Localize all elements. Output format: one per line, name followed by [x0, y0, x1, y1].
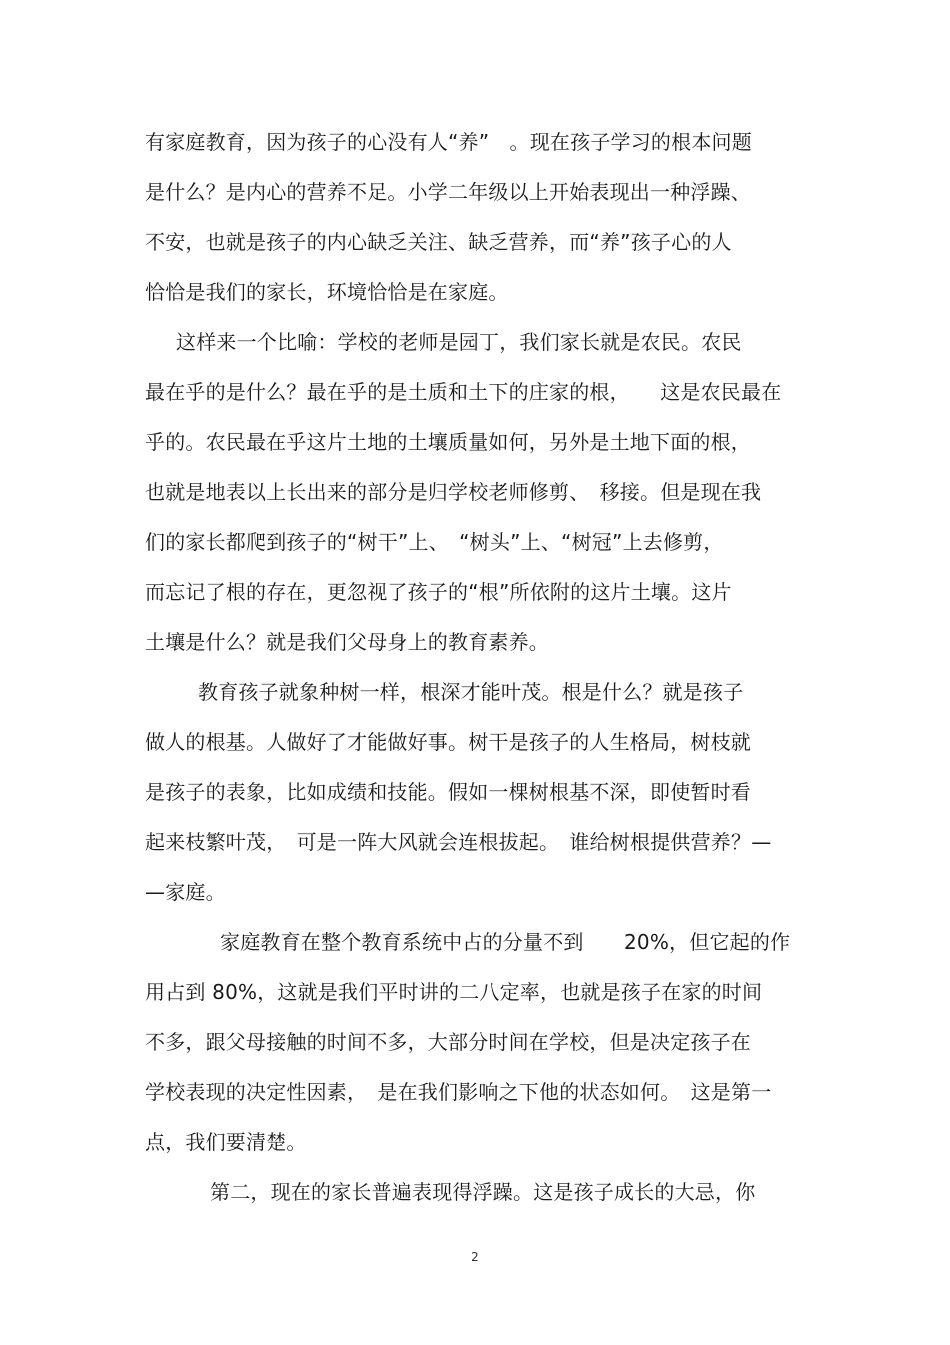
- text-line: 而忘记了根的存在，更忽视了孩子的“根”所依附的这片土壤。这片: [145, 580, 732, 604]
- text-line: 教育孩子就象种树一样，根深才能叶茂。根是什么？就是孩子: [198, 680, 744, 704]
- text-line: 家庭教育在整个教育系统中占的分量不到 20%，但它起的作: [220, 930, 791, 954]
- text-line: 不多，跟父母接触的时间不多，大部分时间在学校，但是决定孩子在: [145, 1030, 751, 1054]
- text-line: 也就是地表以上长出来的部分是归学校老师修剪、 移接。但是现在我: [145, 480, 762, 504]
- page-number: 2: [471, 1250, 479, 1264]
- text-line: 乎的。农民最在乎这片土地的土壤质量如何，另外是土地下面的根，: [145, 430, 751, 454]
- text-line: 点，我们要清楚。: [145, 1130, 307, 1154]
- text-line: 这样来一个比喻：学校的老师是园丁，我们家长就是农民。农民: [176, 330, 742, 354]
- text-line: 学校表现的决定性因素， 是在我们影响之下他的状态如何。 这是第一: [145, 1080, 772, 1104]
- text-line: 是孩子的表象，比如成绩和技能。假如一棵树根基不深，即使暂时看: [145, 780, 751, 804]
- text-line: 最在乎的是什么？最在乎的是土质和土下的庄家的根， 这是农民最在: [145, 380, 782, 404]
- text-line: 恰恰是我们的家长，环境恰恰是在家庭。: [145, 280, 509, 304]
- text-line: 用占到 80%，这就是我们平时讲的二八定率，也就是孩子在家的时间: [145, 980, 763, 1004]
- text-line: 第二，现在的家长普遍表现得浮躁。这是孩子成长的大忌，你: [210, 1180, 756, 1204]
- text-line: 是什么？是内心的营养不足。小学二年级以上开始表现出一种浮躁、: [145, 180, 751, 204]
- text-line: 起来枝繁叶茂， 可是一阵大风就会连根拔起。 谁给树根提供营养？—: [145, 830, 772, 854]
- text-line: 有家庭教育，因为孩子的心没有人“养” 。现在孩子学习的根本问题: [145, 130, 752, 154]
- text-line: 做人的根基。人做好了才能做好事。树干是孩子的人生格局，树枝就: [145, 730, 751, 754]
- text-line: 土壤是什么？就是我们父母身上的教育素养。: [145, 630, 549, 654]
- text-line: —家庭。: [145, 880, 226, 904]
- text-line: 们的家长都爬到孩子的“树干”上、 “树头”上、“树冠”上去修剪，: [145, 530, 724, 554]
- text-line: 不安，也就是孩子的内心缺乏关注、缺乏营养，而“养”孩子心的人: [145, 230, 732, 254]
